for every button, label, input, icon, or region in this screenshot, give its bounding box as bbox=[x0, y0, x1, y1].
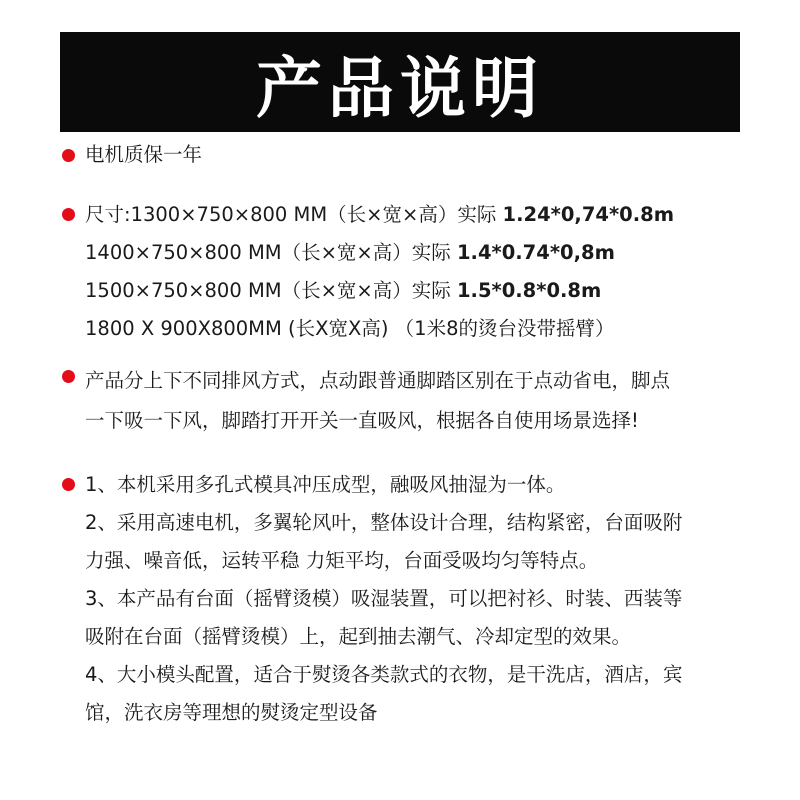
dimension-1-actual: 1.24*0,74*0.8m bbox=[502, 203, 675, 226]
bullet-dot-icon bbox=[62, 149, 75, 162]
bullet-dot-icon bbox=[62, 370, 75, 383]
dimension-1-spec: 尺寸:1300×750×800 MM（长×宽×高）实际 bbox=[85, 203, 503, 226]
dimension-3-actual: 1.5*0.8*0.8m bbox=[456, 279, 602, 302]
feature-line-7: 馆，洗衣房等理想的熨烫定型设备 bbox=[85, 701, 378, 724]
title-banner bbox=[60, 32, 740, 132]
bullet-dot-icon bbox=[62, 208, 75, 221]
feature-line-5: 吸附在台面（摇臂烫模）上，起到抽去潮气、冷却定型的效果。 bbox=[85, 625, 632, 648]
bullet-dot-icon bbox=[62, 478, 75, 491]
page-title: 产品说明 bbox=[256, 49, 544, 127]
dimension-line-1 bbox=[85, 196, 674, 234]
feature-line-3: 力强、噪音低，运转平稳 力矩平均，台面受吸均匀等特点。 bbox=[85, 549, 599, 572]
dimension-line-2 bbox=[85, 234, 615, 272]
feature-line-6: 4、大小模头配置，适合于熨烫各类款式的衣物，是干洗店，酒店，宾 bbox=[85, 663, 683, 686]
warranty-text: 电机质保一年 bbox=[85, 143, 203, 166]
feature-line-1: 1、本机采用多孔式模具冲压成型，融吸风抽湿为一体。 bbox=[85, 473, 566, 496]
dimension-line-4: 1800 X 900X800MM (长X宽X高) （1米8的烫台没带摇臂） bbox=[85, 317, 615, 340]
dimension-2-spec: 1400×750×800 MM（长×宽×高）实际 bbox=[85, 241, 457, 264]
feature-line-2: 2、采用高速电机，多翼轮风叶，整体设计合理，结构紧密，台面吸附 bbox=[85, 511, 683, 534]
feature-line-4: 3、本产品有台面（摇臂烫模）吸湿装置，可以把衬衫、时装、西装等 bbox=[85, 587, 683, 610]
exhaust-text-line-2: 一下吸一下风，脚踏打开开关一直吸风，根据各自使用场景选择! bbox=[85, 409, 639, 432]
exhaust-text-line-1: 产品分上下不同排风方式，点动跟普通脚踏区别在于点动省电，脚点 bbox=[85, 369, 671, 392]
dimension-line-3 bbox=[85, 272, 601, 310]
dimension-2-actual: 1.4*0.74*0,8m bbox=[456, 241, 615, 264]
dimension-3-spec: 1500×750×800 MM（长×宽×高）实际 bbox=[85, 279, 457, 302]
